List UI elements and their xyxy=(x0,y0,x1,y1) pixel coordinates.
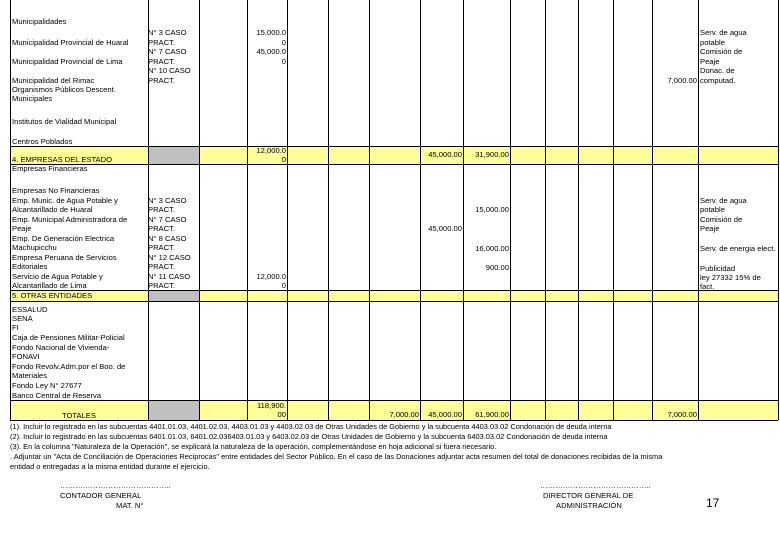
value-cell: 16,000.00 xyxy=(475,244,509,253)
value-cell: 15,000.00 xyxy=(475,205,509,214)
value-cell: 31,900.00 xyxy=(475,150,509,159)
row-empresas-no-financieras: Empresas No Financieras xyxy=(12,186,100,195)
value-cell: 61,900.00 xyxy=(475,410,509,419)
gray-cell-totales xyxy=(148,400,199,420)
gray-cell-otras xyxy=(148,290,199,301)
naturaleza-cell: Comisión de xyxy=(700,47,743,56)
row-emp-admin: Emp. Municipal Administradora de xyxy=(12,215,128,224)
row-organismos: Organismos Públicos Descent. xyxy=(12,85,116,94)
value-cell: 0 xyxy=(281,38,286,47)
otras-entidades-band xyxy=(10,290,778,301)
value-cell: 12,000.0 xyxy=(256,272,286,281)
footnote-2: (2). Incluir lo registrado en las subcuentas 6401.01.03, 6401.02.036403.01.03 y 6403.02.03 de Otras Unidades de Gobierno y la subcuenta 6403.03.02 Condonación de deuda interna xyxy=(10,432,608,441)
page-number: 17 xyxy=(706,496,720,510)
value-cell: 7,000.00 xyxy=(389,410,419,419)
naturaleza-cell: potable xyxy=(700,205,725,214)
naturaleza-cell: Peaje xyxy=(700,224,720,233)
naturaleza-cell: fact. xyxy=(700,282,715,291)
signature-line-director: …………………………………….. xyxy=(540,481,651,490)
footnote-4: . Adjuntar un "Acta de Conciliación de Operaciones Reciprocas" entre entidades del Sector Público. En el caso de las Donaciones adjuntar acta resumen del total de donaciones recibidas de la misma xyxy=(10,452,663,461)
caso-cell: PRACT. xyxy=(148,224,176,233)
signature-line-contador: …………………………………….. xyxy=(60,481,171,490)
value-cell: 7,000.00 xyxy=(667,410,697,419)
row-emp-gen-cont: Machupicchu xyxy=(12,243,57,252)
row-banco: Banco Central de Reserva xyxy=(12,391,102,400)
row-emp-serv: Empresa Peruana de Servicios xyxy=(12,253,117,262)
caso-cell: N° 8 CASO xyxy=(148,234,187,243)
value-cell: 0 xyxy=(281,155,286,164)
row-fondo-revolv: Fondo Revolv.Adm.por el Boo. de xyxy=(12,362,126,371)
naturaleza-cell: Serv. de agua xyxy=(700,28,747,37)
row-fondo-revolv-cont: Materiales xyxy=(12,371,48,380)
caso-cell: PRACT. xyxy=(148,262,176,271)
caso-cell: PRACT. xyxy=(148,281,176,290)
caso-cell: PRACT. xyxy=(148,57,176,66)
row-empresas-financieras: Empresas Financieras xyxy=(12,164,88,173)
row-lima: Municipalidad Provincial de Lima xyxy=(12,57,123,66)
row-fi: FI xyxy=(12,323,19,332)
row-institutos: Institutos de Vialidad Municipal xyxy=(12,117,117,126)
caso-cell: N° 12 CASO xyxy=(148,253,191,262)
row-emp-gen: Emp. De Generación Electrica xyxy=(12,234,115,243)
row-serv-agua: Servicio de Agua Potable y xyxy=(12,272,103,281)
value-cell: 45,000.00 xyxy=(428,410,462,419)
naturaleza-cell: potable xyxy=(700,38,725,47)
row-fondo-vivienda: Fondo Nacional de Vivienda- xyxy=(12,343,110,352)
value-cell: 0 xyxy=(281,281,286,290)
row-otras-entidades: 5. OTRAS ENTIDADES xyxy=(12,291,93,300)
caso-cell: PRACT. xyxy=(148,76,176,85)
row-centros: Centros Poblados xyxy=(12,137,73,146)
caso-cell: N° 3 CASO xyxy=(148,196,187,205)
row-emp-agua-cont: Alcantarillado de Huaral xyxy=(12,205,93,214)
naturaleza-cell: ley 27332 15% de xyxy=(700,273,761,282)
value-cell: 45,000.00 xyxy=(428,150,462,159)
caso-cell: N° 11 CASO xyxy=(148,272,191,281)
naturaleza-cell: Comisión de xyxy=(700,215,743,224)
row-municipalidades: Municipalidades xyxy=(12,17,67,26)
row-fondo-vivienda-cont: FONAVI xyxy=(12,352,40,361)
row-emp-admin-cont: Peaje xyxy=(12,224,32,233)
value-cell: 12,000.0 xyxy=(256,146,286,155)
naturaleza-cell: computad. xyxy=(700,76,736,85)
contador-mat: MAT. N° xyxy=(116,501,144,510)
caso-cell: N° 7 CASO xyxy=(148,47,187,56)
value-cell: 0 xyxy=(281,57,286,66)
row-serv-agua-cont: Alcantarillado de Lima xyxy=(12,281,87,290)
footnote-1: (1). Incluir lo registrado en las subcuentas 4401.01.03, 4401.02.03, 4403.01.03 y 4403.02.03 de Otras Unidades de Gobierno y la subcuenta 4403.03.02 Condonación de deuda interna xyxy=(10,422,612,431)
footnote-3: (3). En la columna "Naturaleza de la Operación", se explicará la naturaleza de la operación, complementándose en hoja adicional si fuera necesario. xyxy=(10,442,497,451)
footnote-5: entidad o entregadas a la misma entidad durante el ejercicio. xyxy=(10,462,210,471)
caso-cell: N° 3 CASO xyxy=(148,28,187,37)
row-rimac: Municipalidad del Rimac xyxy=(12,76,95,85)
row-totales: TOTALES xyxy=(62,411,96,420)
row-empresas-estado: 4. EMPRESAS DEL ESTADO xyxy=(12,155,113,164)
caso-cell: N° 10 CASO xyxy=(148,66,191,75)
row-emp-agua: Emp. Munic. de Agua Potable y xyxy=(12,196,118,205)
caso-cell: PRACT. xyxy=(148,243,176,252)
row-organismos-cont: Municipales xyxy=(12,94,53,103)
naturaleza-cell: Peaje xyxy=(700,57,720,66)
caso-cell: PRACT. xyxy=(148,205,176,214)
value-cell: 15,000.0 xyxy=(256,28,286,37)
value-cell: 7,000.00 xyxy=(667,76,697,85)
row-huaral: Municipalidad Provincial de Huaral xyxy=(12,38,129,47)
value-cell: 45,000.0 xyxy=(256,47,286,56)
contador-title: CONTADOR GENERAL xyxy=(60,491,142,500)
caso-cell: N° 7 CASO xyxy=(148,215,187,224)
value-cell: 900.00 xyxy=(485,263,509,272)
row-emp-serv-cont: Editoriales xyxy=(12,262,48,271)
caso-cell: PRACT. xyxy=(148,38,176,47)
row-sena: SENA xyxy=(12,314,33,323)
value-cell: 118,900. xyxy=(257,401,286,410)
naturaleza-cell: Donac. de xyxy=(700,66,735,75)
row-fondo-ley: Fondo Ley N° 27677 xyxy=(12,381,82,390)
naturaleza-cell: Serv. de agua xyxy=(700,196,747,205)
value-cell: 00 xyxy=(277,410,286,419)
naturaleza-cell: Publicidad xyxy=(700,264,736,273)
director-title: DIRECTOR GENERAL DE xyxy=(543,491,634,500)
row-essalud: ESSALUD xyxy=(12,305,48,314)
director-title-cont: ADMINISTRACIÓN xyxy=(556,501,622,510)
empresas-estado-band xyxy=(10,146,778,164)
gray-cell-empresas xyxy=(148,146,199,164)
row-caja: Caja de Pensiones Militar-Policial xyxy=(12,333,125,342)
value-cell: 45,000.00 xyxy=(428,224,462,233)
naturaleza-cell: Serv. de energia elect. xyxy=(700,244,776,253)
